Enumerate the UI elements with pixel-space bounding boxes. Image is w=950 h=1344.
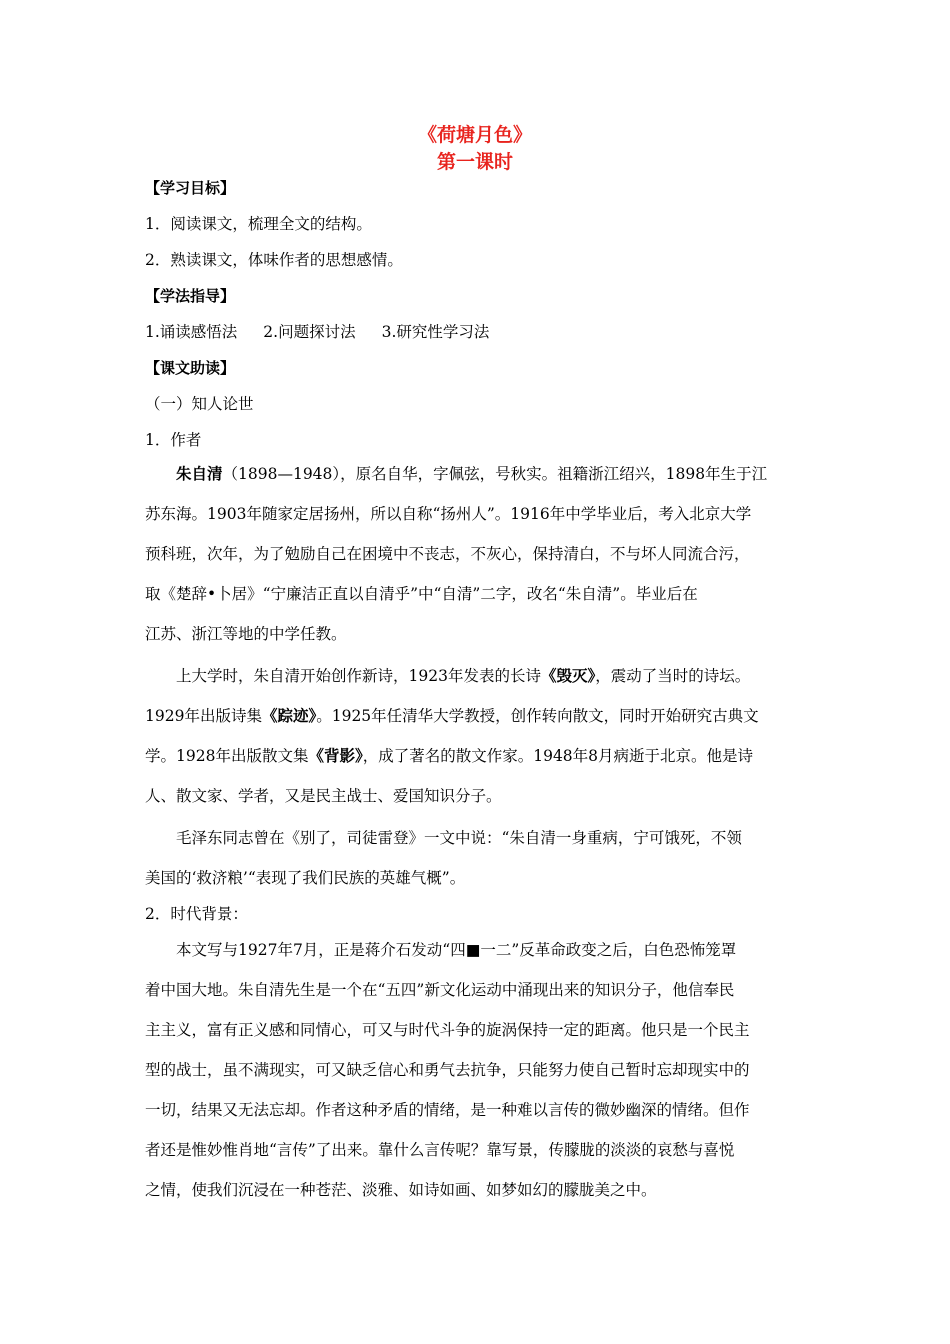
author-name: 朱自清 (176, 465, 223, 483)
work-title-huimie: 《毁灭》 (540, 667, 596, 685)
author-bio-line: 取《楚辞•卜居》“宁廉洁正直以自清乎”中“自清”二字，改名“朱自清”。毕业后在 (145, 585, 698, 603)
goal-item-1: 1．阅读课文，梳理全文的结构。 (145, 215, 372, 233)
document-title: 《荷塘月色》 (417, 124, 532, 146)
method-item-3: 3.研究性学习法 (381, 323, 490, 341)
reading-heading: 【课文助读】 (145, 359, 236, 377)
career-line: 人、散文家、学者，又是民主战士、爱国知识分子。 (145, 787, 502, 805)
work-title-beiying: 《背影》 (308, 747, 363, 765)
background-line: 主主义，富有正义感和同情心，可又与时代斗争的旋涡保持一定的距离。他只是一个民主 (145, 1021, 750, 1039)
author-bio-line: （1898—1948），原名自华，字佩弦，号秋实。祖籍浙江绍兴，1898年生于江 (222, 465, 768, 483)
author-bio-line: 苏东海。1903年随家定居扬州，所以自称“扬州人”。1916年中学毕业后，考入北京大学 (145, 505, 752, 523)
author-bio-line: 江苏、浙江等地的中学任教。 (145, 625, 347, 643)
career-paragraph (145, 656, 825, 816)
background-label: 2．时代背景： (145, 905, 248, 923)
method-item-2: 2.问题探讨法 (263, 323, 356, 341)
career-text: ，震动了当时的诗坛。 (595, 667, 751, 685)
career-text: 。1925年任清华大学教授，创作转向散文，同时开始研究古典文 (316, 707, 759, 725)
career-text: 学。1928年出版散文集 (145, 747, 309, 765)
career-text: ，成了著名的散文作家。1948年8月病逝于北京。他是诗 (362, 747, 754, 765)
author-bio-paragraph (145, 454, 825, 654)
method-list (145, 322, 825, 342)
career-text: 上大学时，朱自清开始创作新诗，1923年发表的长诗 (176, 667, 541, 685)
goals-heading: 【学习目标】 (145, 179, 236, 197)
quote-paragraph (145, 818, 825, 898)
author-label: 1．作者 (145, 431, 202, 449)
background-line: 者还是惟妙惟肖地“言传”了出来。靠什么言传呢？靠写景，传朦胧的淡淡的哀愁与喜悦 (145, 1141, 735, 1159)
method-item-1: 1.诵读感悟法 (145, 323, 238, 341)
quote-line: 毛泽东同志曾在《别了，司徒雷登》一文中说：“朱自清一身重病，宁可饿死，不领 (176, 829, 742, 847)
subsection-heading: （一）知人论世 (145, 395, 254, 413)
background-paragraph (145, 930, 825, 1210)
goal-item-2: 2．熟读课文，体味作者的思想感情。 (145, 251, 403, 269)
work-title-zongji: 《踪迹》 (261, 707, 317, 725)
quote-line: 美国的‘救济粮’“表现了我们民族的英雄气概”。 (145, 869, 466, 887)
author-bio-line: 预科班，次年，为了勉励自己在困境中不丧志，不灰心，保持清白，不与坏人同流合污， (145, 545, 750, 563)
background-line: 型的战士，虽不满现实，可又缺乏信心和勇气去抗争，只能努力使自己暂时忘却现实中的 (145, 1061, 750, 1079)
background-line: 一切，结果又无法忘却。作者这种矛盾的情绪，是一种难以言传的微妙幽深的情绪。但作 (145, 1101, 750, 1119)
career-text: 1929年出版诗集 (145, 707, 262, 725)
method-heading: 【学法指导】 (145, 287, 236, 305)
background-line: 之情，使我们沉浸在一种苍茫、淡雅、如诗如画、如梦如幻的朦胧美之中。 (145, 1181, 657, 1199)
background-line: 着中国大地。朱自清先生是一个在“五四”新文化运动中涌现出来的知识分子，他信奉民 (145, 981, 735, 999)
document-subtitle: 第一课时 (436, 151, 513, 173)
background-line: 本文写与1927年7月，正是蒋介石发动“四■一二”反革命政变之后，白色恐怖笼罩 (176, 941, 737, 959)
